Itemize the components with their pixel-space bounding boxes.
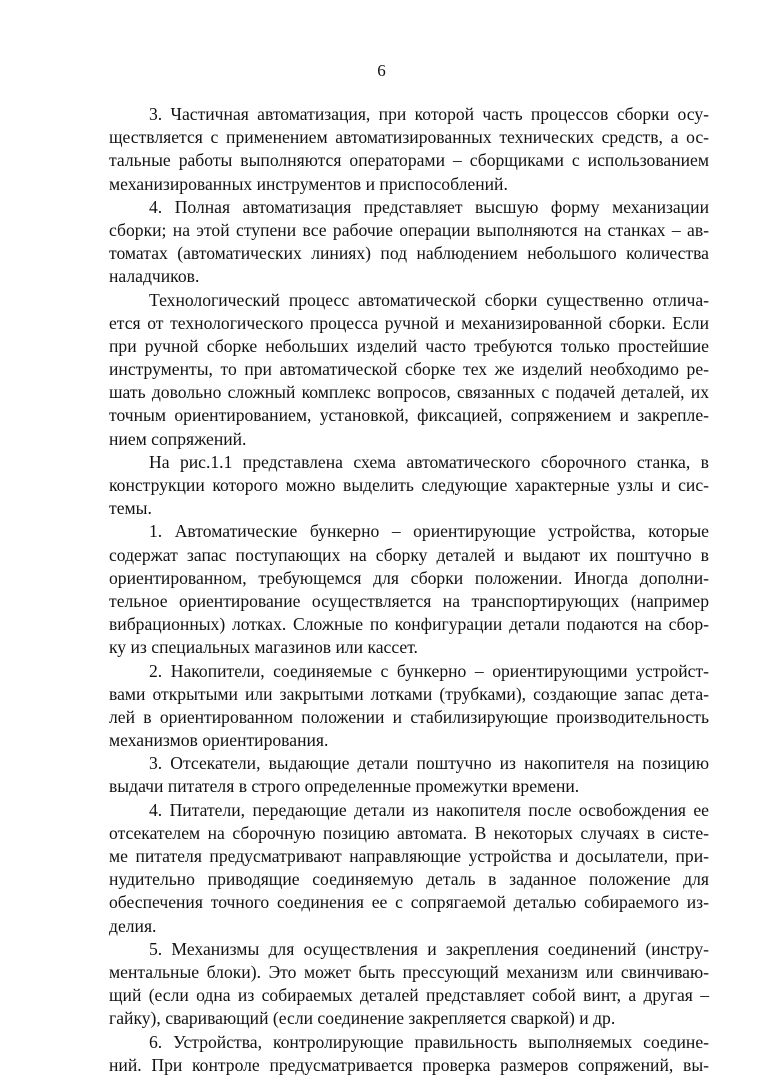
text-line: вибрационных) лотках. Сложные по конфигурации детали подаются на сбор- xyxy=(109,614,709,635)
text-line: 3. Частичная автоматизация, при которой часть процессов сборки осу- xyxy=(149,104,709,124)
text-line: лей в ориентированном положении и стабилизирующие производительность xyxy=(109,706,709,727)
text-line: 5. Механизмы для осуществления и закрепления соединений (инстру- xyxy=(149,938,709,959)
text-line: 1. Автоматические бункерно – ориентирующие устройства, которые xyxy=(149,521,709,542)
text-line: сборки; на этой ступени все рабочие операции выполняются на станках – ав- xyxy=(109,219,709,240)
text-line: содержат запас поступающих на сборку деталей и выдают их поштучно в xyxy=(109,544,709,565)
text-line: ется от технологического процесса ручной и механизированной сборки. Если xyxy=(109,312,709,333)
text-line: Технологический процесс автоматической сборки существенно отлича- xyxy=(149,289,709,310)
text-line: шать довольно сложный комплекс вопросов, связанных с подачей деталей, их xyxy=(109,382,709,403)
body-text xyxy=(109,103,709,1077)
text-line: щий (если одна из собираемых деталей представляет собой винт, а другая – xyxy=(109,985,709,1006)
text-line: ментальные блоки). Это может быть прессующий механизм или свинчиваю- xyxy=(109,961,709,982)
text-line: 4. Полная автоматизация представляет высшую форму механизации xyxy=(149,196,709,217)
text-line: гайку), сваривающий (если соединение закрепляется сваркой) и др. xyxy=(109,1008,616,1029)
text-line: вами открытыми или закрытыми лотками (трубками), создающие запас дета- xyxy=(109,683,709,704)
text-line: нием сопряжений. xyxy=(109,428,247,449)
text-line: 4. Питатели, передающие детали из накопителя после освобождения ее xyxy=(149,799,709,820)
page-number: 6 xyxy=(377,61,386,80)
text-line: нудительно приводящие соединяемую деталь в заданное положение для xyxy=(109,869,709,890)
text-line: механизмов ориентирования. xyxy=(109,730,329,751)
text-line: ме питателя предусматривают направляющие устройства и досылатели, при- xyxy=(109,846,709,866)
text-line: На рис.1.1 представлена схема автоматического сборочного станка, в xyxy=(149,451,709,472)
text-line: при ручной сборке небольших изделий часто требуются только простейшие xyxy=(109,335,709,356)
text-line: механизированных инструментов и приспособлений. xyxy=(109,173,508,194)
text-line: 3. Отсекатели, выдающие детали поштучно из накопителя на позицию xyxy=(149,753,709,774)
text-line: инструменты, то при автоматической сборке тех же изделий необходимо ре- xyxy=(109,359,709,380)
text-line: ку из специальных магазинов или кассет. xyxy=(109,637,418,658)
text-line: темы. xyxy=(109,498,152,519)
text-line: 6. Устройства, контролирующие правильность выполняемых соедине- xyxy=(149,1031,709,1052)
text-line: ществляется с применением автоматизированных технических средств, а ос- xyxy=(109,127,709,148)
text-line: наладчиков. xyxy=(109,266,200,287)
text-line: тельное ориентирование осуществляется на транспортирующих (например xyxy=(109,590,709,611)
text-line: томатах (автоматических линиях) под наблюдением небольшого количества xyxy=(109,243,709,264)
text-line: выдачи питателя в строго определенные промежутки времени. xyxy=(109,776,580,797)
text-line: ориентированном, требующемся для сборки положении. Иногда дополни- xyxy=(109,567,709,588)
text-line: ний. При контроле предусматривается проверка размеров сопряжений, вы- xyxy=(109,1054,709,1075)
text-line: конструкции которого можно выделить следующие характерные узлы и сис- xyxy=(109,475,709,495)
text-line: точным ориентированием, установкой, фиксацией, сопряжением и закрепле- xyxy=(109,405,709,426)
text-line: 2. Накопители, соединяемые с бункерно – ориентирующими устройст- xyxy=(149,660,709,681)
text-line: делия. xyxy=(109,915,157,936)
text-line: тальные работы выполняются операторами – сборщиками с использованием xyxy=(109,150,709,171)
text-line: обеспечения точного соединения ее с сопрягаемой деталью собираемого из- xyxy=(109,892,709,913)
text-line: отсекателем на сборочную позицию автомата. В некоторых случаях в систе- xyxy=(109,822,709,843)
